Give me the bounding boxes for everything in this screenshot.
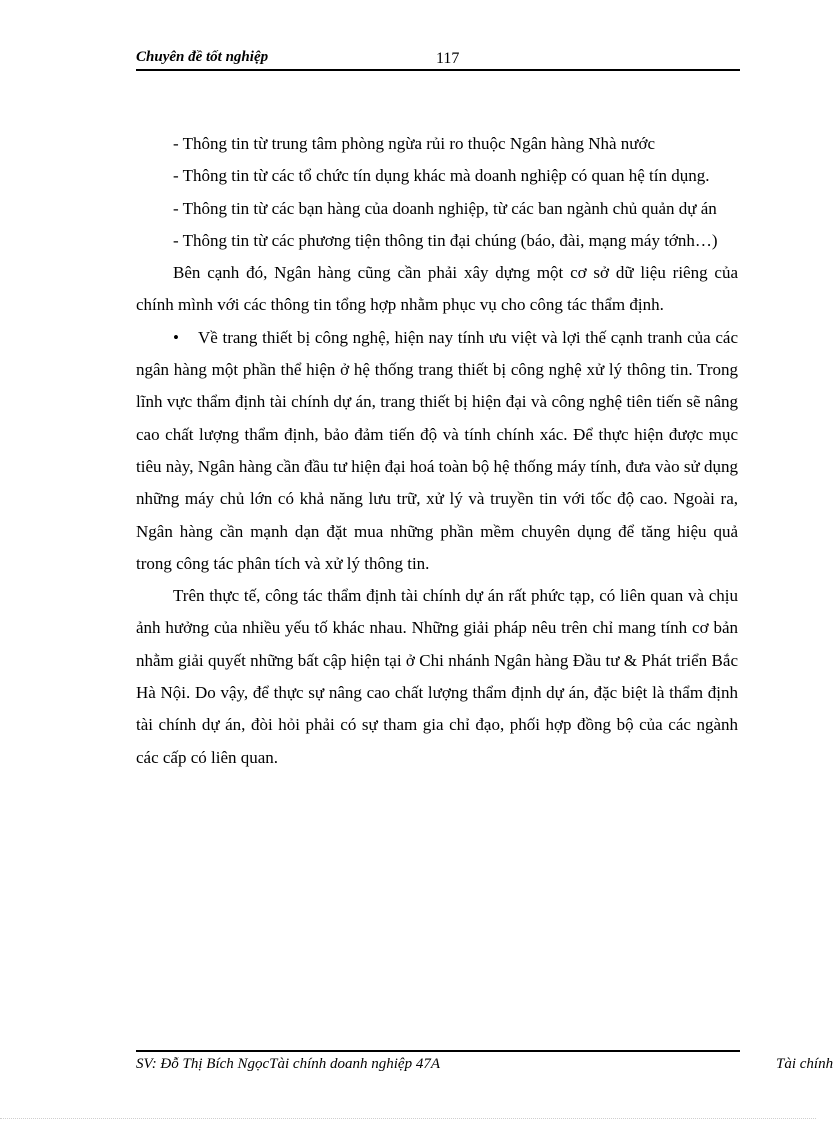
footer-right-text: Tài chính	[776, 1056, 833, 1072]
header-rule	[136, 69, 740, 71]
page-bottom-border	[0, 1118, 816, 1119]
paragraph-info-media: - Thông tin từ các phương tiện thông tin đại chúng (báo, đài, mạng máy tớnh…)	[173, 230, 718, 250]
paragraph-closing: Trên thực tế, công tác thẩm định tài chính dự án rất phức tạp, có liên quan và chịu ảnh hưởng của nhiều yếu tố khác nhau. Những giải pháp nêu trên chỉ mang tính cơ bản nhằm giải quyết những bất cập hiện tại ở Chi nhánh Ngân hàng Đầu tư & Phát triển Bắc Hà Nội. Do vậy, để thực sự nâng cao chất lượng thẩm định dự án, đặc biệt là thẩm định tài chính dự án, đòi hỏi phải có sự tham gia chỉ đạo, phối hợp đồng bộ của các ngành các cấp có liên quan.	[136, 586, 738, 767]
footer-rule	[136, 1050, 740, 1052]
paragraph-database: Bên cạnh đó, Ngân hàng cũng cần phải xây dựng một cơ sở dữ liệu riêng của chính mình với các thông tin tổng hợp nhằm phục vụ cho công tác thẩm định.	[136, 263, 738, 315]
paragraph-info-credit-institutions: - Thông tin từ các tổ chức tín dụng khác mà doanh nghiệp có quan hệ tín dụng.	[173, 166, 710, 186]
page-number: 117	[436, 50, 460, 67]
header-title: Chuyên đề tốt nghiệp	[136, 49, 269, 65]
bullet-icon: •	[173, 327, 179, 347]
paragraph-info-partners: - Thông tin từ các bạn hàng của doanh nghiệp, từ các ban ngành chủ quản dự án	[173, 198, 717, 218]
bullet-paragraph-technology	[136, 322, 738, 580]
footer-student: SV: Đỗ Thị Bích NgọcTài chính doanh nghiệp 47A	[136, 1056, 440, 1072]
document-body	[136, 128, 738, 774]
bullet-text: Về trang thiết bị công nghệ, hiện nay tính ưu việt và lợi thế cạnh tranh của các ngân hàng một phần thể hiện ở hệ thống trang thiết bị công nghệ xử lý thông tin. Trong lĩnh vực thẩm định tài chính dự án, trang thiết bị hiện đại và công nghệ tiên tiến sẽ nâng cao chất lượng thẩm định, bảo đảm tiến độ và tính chính xác. Để thực hiện được mục tiêu này, Ngân hàng cần đầu tư hiện đại hoá toàn bộ hệ thống máy tính, đưa vào sử dụng những máy chủ lớn có khả năng lưu trữ, xử lý và truyền tin với tốc độ cao. Ngoài ra, Ngân hàng cần mạnh dạn đặt mua những phần mềm chuyên dụng để tăng hiệu quả trong công tác phân tích và xử lý thông tin.	[136, 327, 738, 573]
paragraph-info-central-bank: - Thông tin từ trung tâm phòng ngừa rủi ro thuộc Ngân hàng Nhà nước	[173, 134, 656, 153]
